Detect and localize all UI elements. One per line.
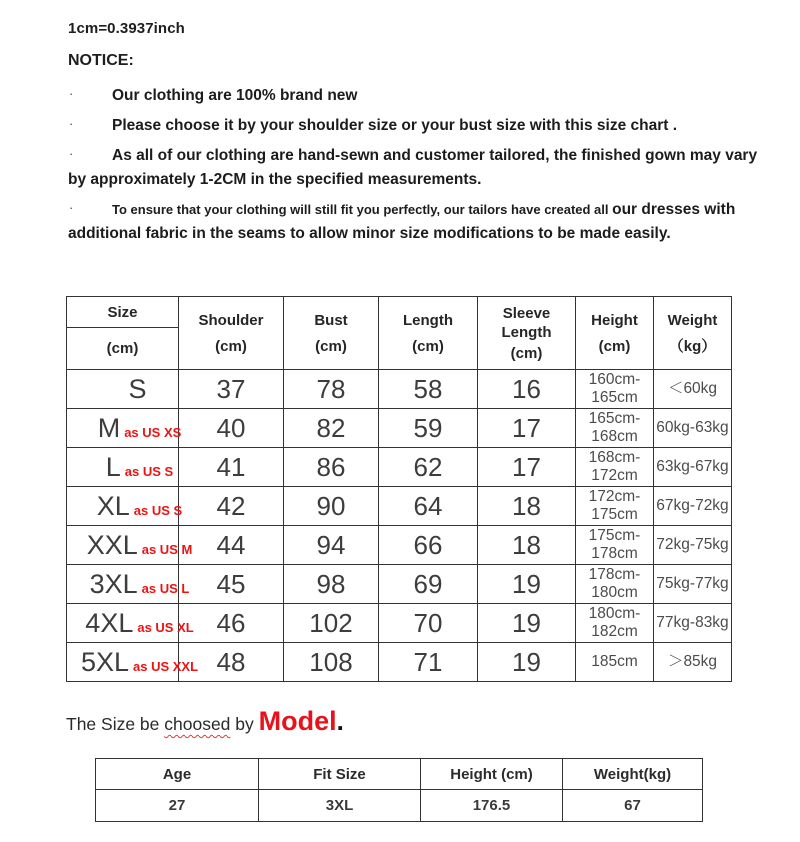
column-header-length [379, 297, 478, 370]
model-header-weight: Weight(kg) [563, 759, 703, 790]
notice-item-text: As all of our clothing are hand-sewn and customer tailored, the finished gown may vary by approximately 1-2CM in the specified measurements. [68, 147, 758, 188]
column-header-shoulder [179, 297, 284, 370]
length-value: 71 [379, 643, 478, 682]
height-range: 178cm-180cm [576, 565, 654, 604]
sleeve-value: 16 [478, 370, 576, 409]
column-header-sleeve-length [478, 297, 576, 370]
size-cell [67, 604, 194, 643]
bust-value: 78 [284, 370, 379, 409]
model-fit-size-value: 3XL [259, 790, 421, 822]
bullet-marker: · [69, 146, 74, 161]
shoulder-value: 46 [179, 604, 284, 643]
length-value: 70 [379, 604, 478, 643]
us-size-label: as US XL [137, 619, 194, 635]
weight-range: 75kg-77kg [654, 565, 732, 604]
size-cell [67, 526, 193, 565]
size-value: M [97, 412, 121, 443]
table-row-xxl [67, 526, 732, 565]
notice-item-text: Please choose it by your shoulder size or your bust size with this size chart . [112, 117, 678, 134]
notice-item-1 [68, 84, 760, 108]
bust-value: 102 [284, 604, 379, 643]
model-table-header-row [96, 759, 703, 790]
bullet-marker: · [69, 116, 74, 131]
size-cell [67, 448, 179, 487]
sleeve-value: 19 [478, 565, 576, 604]
model-note-misspelled-word: choosed [164, 714, 231, 734]
model-note-middle: by [230, 714, 259, 734]
header-sub: (cm) [510, 344, 543, 362]
us-size-label: as US L [141, 580, 190, 596]
model-header-age: Age [96, 759, 259, 790]
shoulder-value: 48 [179, 643, 284, 682]
header-sub: (cm) [315, 337, 347, 355]
header-label: Height [591, 311, 638, 329]
model-note-prefix: The Size be [66, 714, 165, 734]
us-size-label: as US XS [124, 424, 182, 440]
length-value: 69 [379, 565, 478, 604]
shoulder-value: 42 [179, 487, 284, 526]
table-row-4xl [67, 604, 732, 643]
header-label: Weight [667, 311, 718, 329]
weight-range: 63kg-67kg [654, 448, 732, 487]
model-note [66, 706, 344, 737]
length-value: 59 [379, 409, 478, 448]
size-value: XXL [86, 529, 138, 560]
height-range: 165cm-168cm [576, 409, 654, 448]
bust-value: 98 [284, 565, 379, 604]
column-header-bust [284, 297, 379, 370]
weight-range: 60kg-63kg [654, 409, 732, 448]
model-header-height: Height (cm) [421, 759, 563, 790]
sleeve-value: 18 [478, 526, 576, 565]
header-sub: (cm) [598, 337, 631, 355]
model-name-highlight: Model [258, 706, 337, 736]
size-value: 3XL [89, 568, 138, 599]
shoulder-value: 44 [179, 526, 284, 565]
us-size-label: as US M [141, 541, 193, 557]
shoulder-value: 45 [179, 565, 284, 604]
us-size-label: as US S [133, 502, 183, 518]
notice-item-text-small: To ensure that your clothing will still fit you perfectly, our tailors have created all [112, 202, 613, 217]
size-cell [67, 370, 179, 409]
header-label: Sleeve Length [501, 304, 552, 341]
header-sub: （kg） [668, 337, 717, 355]
size-cell [67, 643, 199, 682]
length-value: 58 [379, 370, 478, 409]
notice-item-4 [68, 198, 760, 246]
height-range: 175cm-178cm [576, 526, 654, 565]
model-weight-value: 67 [563, 790, 703, 822]
table-row-3xl [67, 565, 732, 604]
size-chart-table [66, 296, 732, 682]
weight-range: ＜60kg [654, 370, 732, 409]
height-range: 168cm-172cm [576, 448, 654, 487]
bust-value: 82 [284, 409, 379, 448]
size-cell [67, 565, 190, 604]
shoulder-value: 37 [179, 370, 284, 409]
header-sub: (cm) [215, 337, 247, 355]
bullet-marker: · [69, 200, 74, 215]
column-header-height [576, 297, 654, 370]
size-value: S [128, 373, 147, 404]
size-cell [67, 409, 182, 448]
weight-range: ＞85kg [654, 643, 732, 682]
height-range: 180cm-182cm [576, 604, 654, 643]
notice-item-text: Our clothing are 100% brand new [112, 87, 358, 104]
bust-value: 86 [284, 448, 379, 487]
table-row-l [67, 448, 732, 487]
sleeve-value: 17 [478, 448, 576, 487]
model-header-fit-size: Fit Size [259, 759, 421, 790]
us-size-label: as US S [124, 463, 174, 479]
sleeve-value: 17 [478, 409, 576, 448]
column-header-weight [654, 297, 732, 370]
notice-item-2 [68, 114, 760, 138]
table-row-s [67, 370, 732, 409]
model-table-value-row [96, 790, 703, 822]
notice-item-3 [68, 144, 760, 192]
size-value: XL [96, 490, 130, 521]
weight-range: 72kg-75kg [654, 526, 732, 565]
sleeve-value: 19 [478, 604, 576, 643]
conversion-note: 1cm=0.3937inch [68, 20, 185, 37]
shoulder-value: 40 [179, 409, 284, 448]
size-value: 4XL [85, 607, 134, 638]
notice-heading: NOTICE: [68, 52, 134, 69]
size-value: 5XL [80, 646, 129, 677]
shoulder-value: 41 [179, 448, 284, 487]
header-label: Bust [314, 311, 348, 329]
model-note-period: . [336, 706, 344, 736]
weight-range: 67kg-72kg [654, 487, 732, 526]
sleeve-value: 18 [478, 487, 576, 526]
notice-item-text: our dresses with additional fabric in the seams to allow minor size modifications to be made easily. [68, 201, 736, 242]
model-height-value: 176.5 [421, 790, 563, 822]
model-age-value: 27 [96, 790, 259, 822]
height-range: 172cm-175cm [576, 487, 654, 526]
length-value: 66 [379, 526, 478, 565]
weight-range: 77kg-83kg [654, 604, 732, 643]
height-range: 160cm-165cm [576, 370, 654, 409]
notice-section [68, 20, 760, 252]
bullet-marker: · [69, 86, 74, 101]
header-label: Shoulder [198, 311, 264, 329]
bust-value: 94 [284, 526, 379, 565]
header-sub: (cm) [412, 337, 444, 355]
us-size-label: as US XXL [133, 658, 199, 674]
column-header-size [67, 297, 179, 370]
length-value: 64 [379, 487, 478, 526]
sleeve-value: 19 [478, 643, 576, 682]
bust-value: 108 [284, 643, 379, 682]
header-label: Size [67, 297, 178, 328]
height-range: 185cm [576, 643, 654, 682]
table-row-m [67, 409, 732, 448]
model-info-table [95, 758, 703, 822]
size-cell [67, 487, 183, 526]
bust-value: 90 [284, 487, 379, 526]
size-value: L [105, 451, 121, 482]
header-sub: (cm) [106, 340, 139, 357]
header-row [67, 297, 732, 370]
table-row-xl [67, 487, 732, 526]
header-label: Length [403, 311, 453, 329]
table-row-5xl [67, 643, 732, 682]
length-value: 62 [379, 448, 478, 487]
